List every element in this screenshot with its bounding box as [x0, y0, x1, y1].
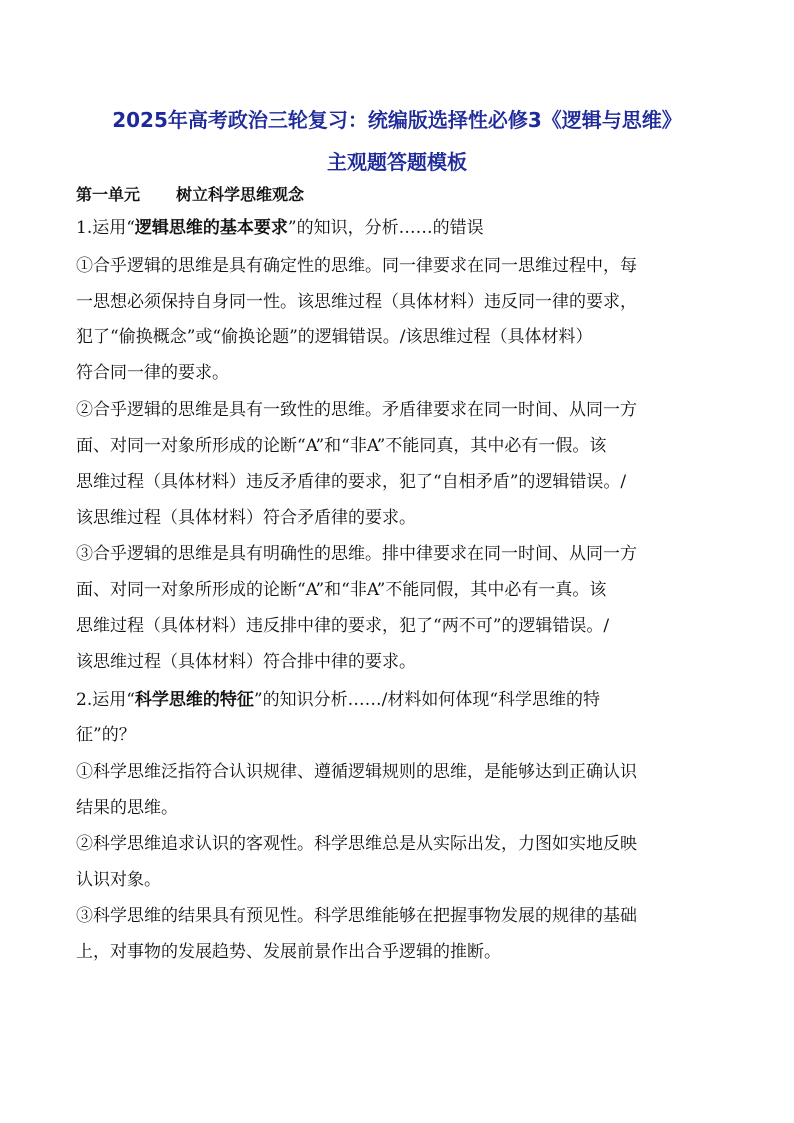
question-2-keyword: 科学思维的特征: [134, 690, 254, 710]
q1-point-3-line-3: 思维过程（具体材料）违反排中律的要求，犯了“两不可”的逻辑错误。/: [76, 616, 610, 636]
q1-point-3-line-1: ③合乎逻辑的思维是具有明确性的思维。排中律要求在同一时间、从同一方: [76, 544, 637, 564]
section-name: 树立科学思维观念: [176, 185, 305, 204]
question-2-heading: [76, 688, 600, 712]
q1-point-3-line-4: 该思维过程（具体材料）符合排中律的要求。: [76, 652, 416, 672]
q1-point-2-line-2: 面、对同一对象所形成的论断“A”和“非A”不能同真，其中必有一假。该: [76, 436, 607, 456]
question-2-suffix: ”的知识分析……/材料如何体现“科学思维的特: [253, 690, 601, 710]
q1-point-1-line-2: 一思想必须保持自身同一性。该思维过程（具体材料）违反同一律的要求，: [76, 292, 637, 312]
q2-point-1-line-2: 结果的思维。: [76, 798, 178, 818]
question-1-prefix: 1.运用“: [76, 218, 135, 238]
question-1-suffix: ”的知识，分析……的错误: [287, 218, 484, 238]
document-title-line-1: 2025年高考政治三轮复习：统编版选择性必修3《逻辑与思维》: [112, 108, 682, 132]
question-1-keyword: 逻辑思维的基本要求: [134, 218, 288, 238]
q1-point-2-line-3: 思维过程（具体材料）违反矛盾律的要求，犯了“自相矛盾”的逻辑错误。/: [76, 472, 627, 492]
q1-point-3-line-2: 面、对同一对象所形成的论断“A”和“非A”不能同假，其中必有一真。该: [76, 580, 607, 600]
section-unit: 第一单元: [76, 185, 141, 204]
q2-point-3-line-1: ③科学思维的结果具有预见性。科学思维能够在把握事物发展的规律的基础: [76, 906, 637, 926]
q2-point-2-line-1: ②科学思维追求认识的客观性。科学思维总是从实际出发，力图如实地反映: [76, 834, 637, 854]
q1-point-2-line-1: ②合乎逻辑的思维是具有一致性的思维。矛盾律要求在同一时间、从同一方: [76, 400, 637, 420]
section-heading: [76, 184, 304, 206]
question-1-heading: [76, 216, 484, 240]
q1-point-2-line-4: 该思维过程（具体材料）符合矛盾律的要求。: [76, 508, 416, 528]
q2-point-1-line-1: ①科学思维泛指符合认识规律、遵循逻辑规则的思维，是能够达到正确认识: [76, 762, 637, 782]
q2-point-3-line-2: 上，对事物的发展趋势、发展前景作出合乎逻辑的推断。: [76, 942, 501, 962]
q1-point-1-line-4: 符合同一律的要求。: [76, 363, 229, 383]
q1-point-1-line-1: ①合乎逻辑的思维是具有确定性的思维。同一律要求在同一思维过程中，每: [76, 256, 637, 276]
q1-point-1-line-3: 犯了“偷换概念”或“偷换论题”的逻辑错误。/该思维过程（具体材料）: [76, 327, 593, 347]
document-title-line-2: 主观题答题模板: [327, 150, 467, 174]
question-2-heading-line-2: 征”的？: [76, 725, 136, 745]
question-2-prefix: 2.运用“: [76, 690, 135, 710]
q2-point-2-line-2: 认识对象。: [76, 870, 161, 890]
